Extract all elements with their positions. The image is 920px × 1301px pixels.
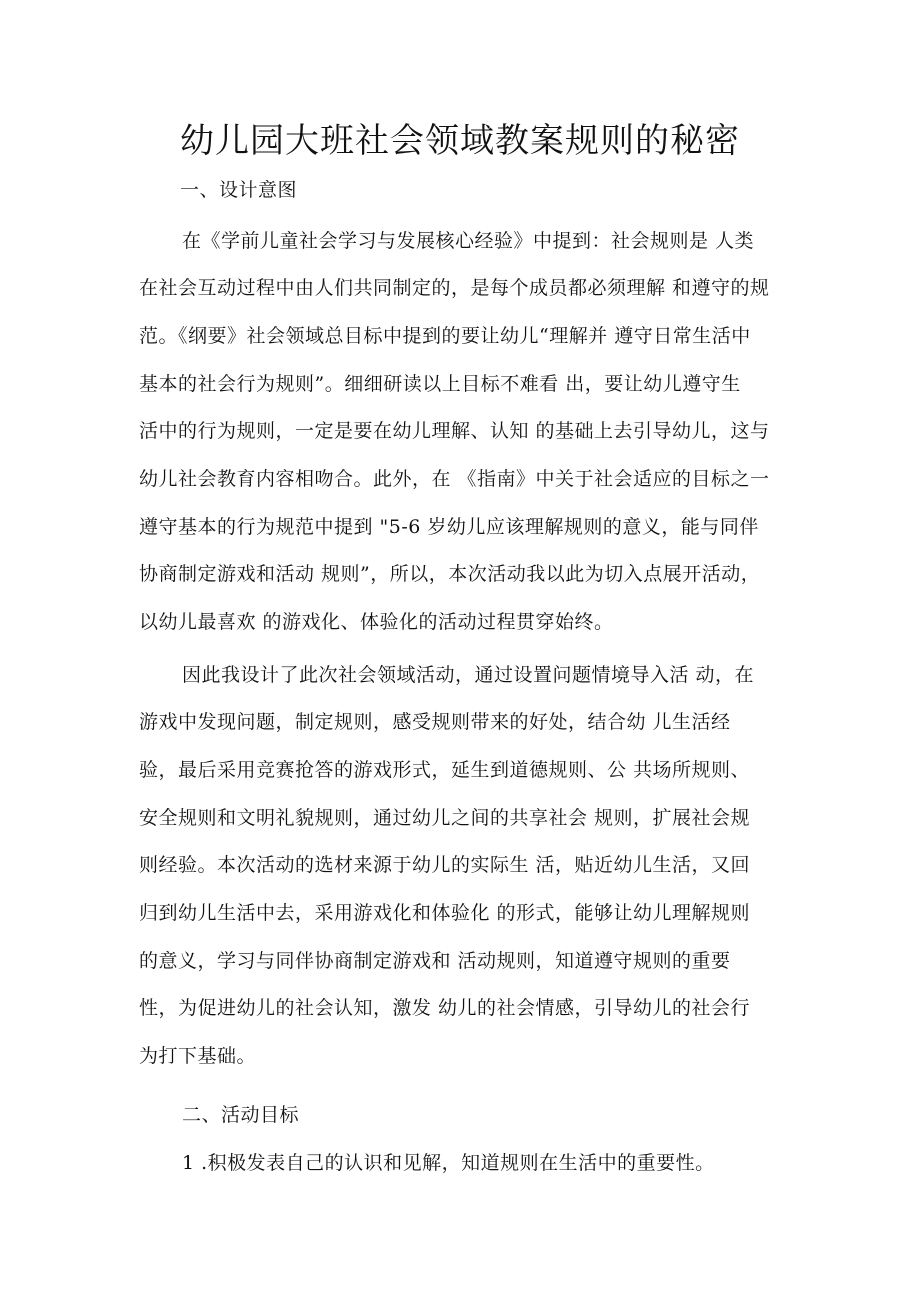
goal-item-1: 1 .积极发表自己的认识和见解，知道规则在生活中的重要性。: [182, 1152, 715, 1174]
paragraph-line: 基本的社会行为规则”。细细研读以上目标不难看 出，要让幼儿遵守生: [139, 373, 741, 395]
paragraph-line: 安全规则和文明礼貌规则，通过幼儿之间的共享社会 规则，扩展社会规: [139, 807, 751, 829]
paragraph-line: 则经验。本次活动的选材来源于幼儿的实际生 活，贴近幼儿生活，又回: [139, 854, 751, 876]
paragraph-line: 验，最后采用竞赛抢答的游戏形式，延生到道德规则、公 共场所规则、: [139, 759, 751, 781]
document-title: 幼儿园大班社会领域教案规则的秘密: [180, 121, 740, 161]
paragraph-line: 为打下基础。: [139, 1045, 257, 1067]
paragraph-line: 性，为促进幼儿的社会认知，激发 幼儿的社会情感，引导幼儿的社会行: [139, 997, 751, 1019]
paragraph-line: 遵守基本的行为规范中提到 "5-6 岁幼儿应该理解规则的意义，能与同伴: [139, 516, 759, 538]
paragraph-line: 以幼儿最喜欢 的游戏化、体验化的活动过程贯穿始终。: [139, 611, 614, 633]
paragraph-line: 归到幼儿生活中去，采用游戏化和体验化 的形式，能够让幼儿理解规则: [139, 902, 751, 924]
section-heading-design-intent: 一、设计意图: [180, 179, 298, 201]
paragraph-line: 在《学前儿童社会学习与发展核心经验》中提到：社会规则是 人类: [182, 230, 755, 252]
paragraph-line: 幼儿社会教育内容相吻合。此外，在 《指南》中关于社会适应的目标之一: [139, 468, 770, 490]
paragraph-line: 的意义，学习与同伴协商制定游戏和 活动规则，知道遵守规则的重要: [139, 950, 731, 972]
paragraph-line: 在社会互动过程中由人们共同制定的，是每个成员都必须理解 和遵守的规: [139, 277, 770, 299]
section-heading-activity-goals: 二、活动目标: [182, 1104, 300, 1126]
paragraph-line: 游戏中发现问题，制定规则，感受规则带来的好处，结合幼 儿生活经: [139, 711, 731, 733]
paragraph-line: 范。《纲要》社会领域总目标中提到的要让幼儿“理解并 遵守日常生活中: [139, 325, 751, 347]
paragraph-line: 因此我设计了此次社会领域活动，通过设置问题情境导入活 动，在: [182, 664, 755, 686]
paragraph-line: 协商制定游戏和活动 规则”，所以，本次活动我以此为切入点展开活动，: [139, 563, 761, 585]
paragraph-line: 活中的行为规则，一定是要在幼儿理解、认知 的基础上去引导幼儿，这与: [139, 420, 770, 442]
